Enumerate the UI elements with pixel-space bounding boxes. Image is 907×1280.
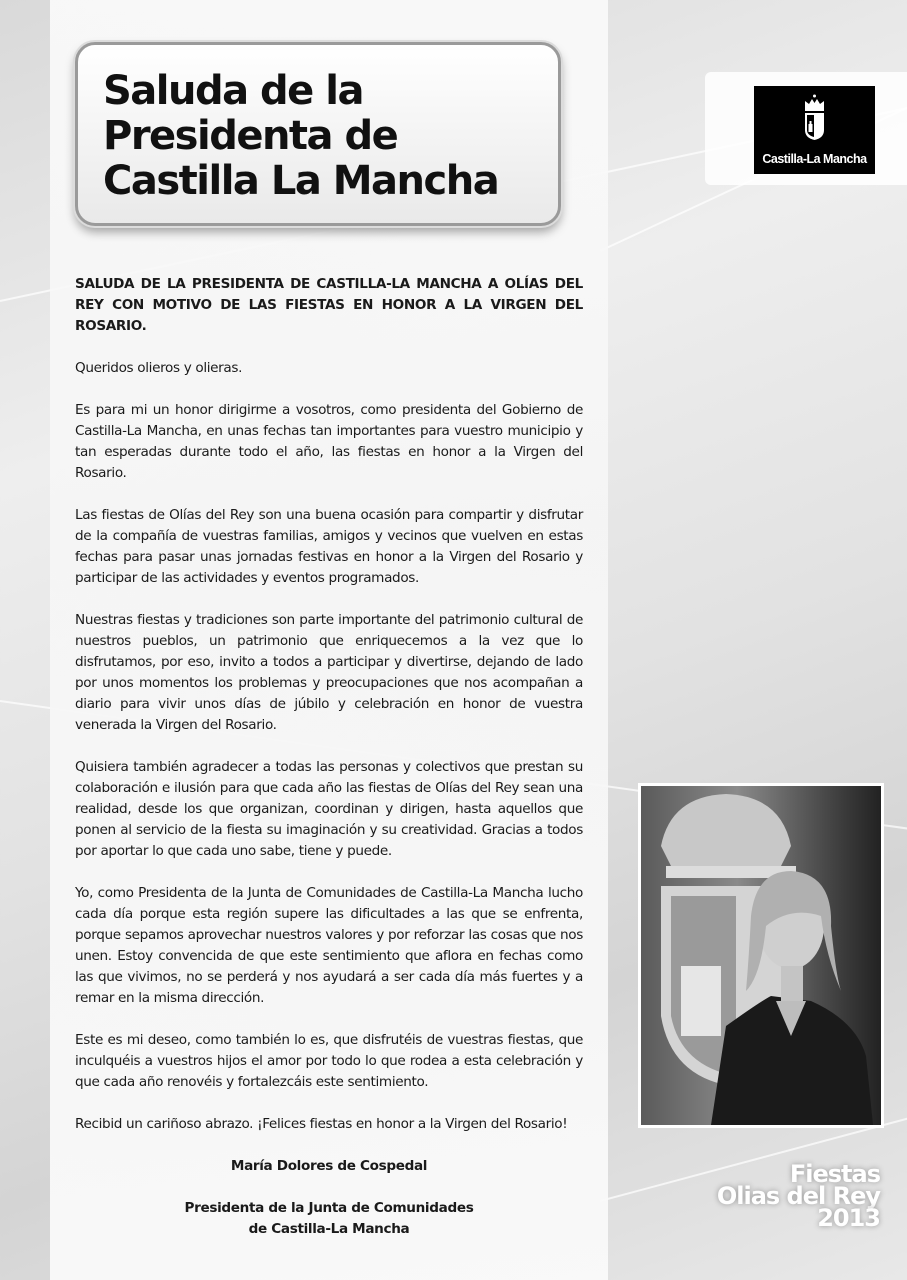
portrait-illustration-icon: [641, 786, 881, 1125]
photo-image: [641, 786, 881, 1125]
logo-text: Castilla-La Mancha: [762, 152, 867, 166]
title-line: Presidenta de: [103, 113, 398, 159]
footer-line: Olias del Rey: [716, 1182, 880, 1210]
letter-paragraph: Este es mi deseo, como también lo es, que disfrutéis de vuestras fiestas, que inculquéis a vuestros hijos el amor por todo lo que rodea a esta celebración y que cada año renovéis y fortalezcáis este sentimiento.: [75, 1032, 583, 1090]
letter-heading: SALUDA DE LA PRESIDENTA DE CASTILLA-LA MANCHA A OLÍAS DEL REY CON MOTIVO DE LAS FIESTAS EN HONOR A LA VIRGEN DEL ROSARIO.: [75, 276, 583, 334]
letter-paragraph: Yo, como Presidenta de la Junta de Comunidades de Castilla-La Mancha lucho cada día porque esta región supere las dificultades a las que se enfrenta, porque sepamos aprovechar nuestros valores y por reforzar las cosas que nos unen. Estoy convencida de que este sentimiento que aflora en fechas como las que vivimos, no se perderá y nos ayudará a ser cada día más fuertes y a remar en la misma dirección.: [75, 885, 583, 1006]
fiestas-olias-del-rey-2013-logo: [716, 1160, 880, 1232]
castilla-la-mancha-logo: [754, 86, 875, 174]
signature-title-line: Presidenta de la Junta de Comunidades: [184, 1200, 474, 1216]
letter-body: [75, 274, 583, 1240]
page-title: [103, 69, 498, 204]
title-box: [75, 42, 561, 226]
title-line: Saluda de la: [103, 68, 363, 114]
signature-title: [75, 1198, 583, 1240]
portrait-photo: [638, 783, 884, 1128]
letter-greeting: Queridos olieros y olieras.: [75, 360, 243, 376]
signature-name: María Dolores de Cospedal: [230, 1158, 428, 1174]
title-line: Castilla La Mancha: [103, 158, 499, 204]
letter-paragraph: Nuestras fiestas y tradiciones son parte importante del patrimonio cultural de nuestros pueblos, un patrimonio que enriquecemos a la vez que lo disfrutamos, por eso, invito a todos a participar y divertirse, dejando de lado por unos momentos los problemas y preocupaciones que nos acompañan a diario para vivir unos días de júbilo y celebración en honor de vuestra venerada la Virgen del Rosario.: [75, 612, 583, 733]
letter-paragraph: Las fiestas de Olías del Rey son una buena ocasión para compartir y disfrutar de la compañía de vuestras familias, amigos y vecinos que vuelven en estas fechas para pasar unas jornadas festivas en honor a la Virgen del Rosario y participar de las actividades y eventos programados.: [75, 507, 583, 586]
signature-title-line: de Castilla-La Mancha: [248, 1221, 410, 1237]
letter-paragraph: Recibid un cariñoso abrazo. ¡Felices fiestas en honor a la Virgen del Rosario!: [75, 1116, 568, 1132]
letter-paragraph: Es para mi un honor dirigirme a vosotros, como presidenta del Gobierno de Castilla-La Mancha, en unas fechas tan importantes para vuestro municipio y tan esperadas durante todo el año, las fiestas en honor a la Virgen del Rosario.: [75, 402, 583, 481]
footer-line: Fiestas: [789, 1160, 880, 1188]
letter-paragraph: Quisiera también agradecer a todas las personas y colectivos que prestan su colaboración e ilusión para que cada año las fiestas de Olías del Rey sean una realidad, desde los que organizan, coordinan y dirigen, hasta aquellos que ponen al servicio de la fiesta su imaginación y su creatividad. Gracias a todos por aportar lo que cada uno sabe, tiene y puede.: [75, 759, 583, 859]
footer-line: 2013: [817, 1204, 880, 1232]
coat-of-arms-icon: [754, 88, 875, 148]
